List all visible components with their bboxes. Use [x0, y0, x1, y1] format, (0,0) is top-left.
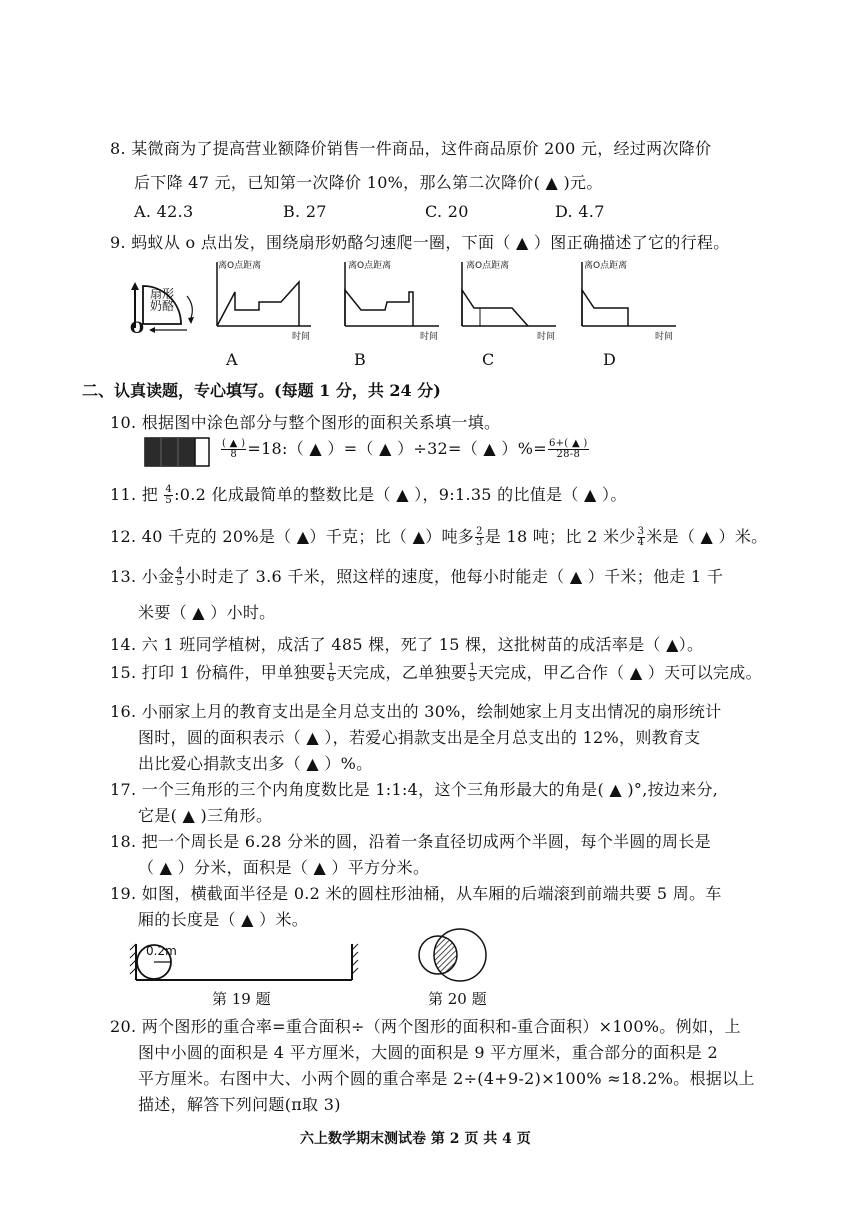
q10-middle: =18:（ ▲ ）=（ ▲ ）÷32=（ ▲ ）%=: [247, 439, 547, 458]
graph-b-label: B: [354, 350, 367, 369]
q15-fraction-1: $\frac{1}{6}$: [327, 662, 335, 684]
cheese-label: 扇形奶酪: [150, 287, 175, 313]
graph-d-label: D: [603, 350, 617, 369]
q16-line1: 16. 小丽家上月的教育支出是全月总支出的 30%，绘制她家上月支出情况的扇形统计: [110, 702, 722, 721]
q11-fraction: $\frac{4}{5}$: [165, 484, 173, 506]
q9-text: 9. 蚂蚁从 o 点出发，围绕扇形奶酪匀速爬一圈，下面（ ▲ ）图正确描述了它的行程。: [110, 233, 730, 252]
q17-line1: 17. 一个三角形的三个内角度数比是 1:1:4，这个三角形最大的角是( ▲ )°,按边来分,: [110, 780, 719, 799]
q8-option-a: A. 42.3: [134, 202, 194, 221]
q11-text: 11. 把 $\frac{4}{5}$ :0.2 化成最简单的整数比是（ ▲ ），9:1.35 的比值是（ ▲ ）。: [110, 484, 627, 506]
q16-line2: 图时，圆的面积表示（ ▲ ），若爱心捐款支出是全月总支出的 12%，则教育支: [138, 728, 701, 747]
graph-b: [343, 262, 443, 334]
q10-equation: [220, 436, 590, 460]
q13-line2: 米要（ ▲ ）小时。: [138, 603, 276, 622]
graph-d-xlabel: 时间: [655, 332, 674, 342]
q19-line1: 19. 如图，横截面半径是 0.2 米的圆柱形油桶，从车厢的后端滚到前端共要 5 周。车: [110, 884, 722, 903]
q18-line2: （ ▲ ）分米，面积是（ ▲ ）平方分米。: [138, 858, 430, 877]
graph-c: [460, 262, 560, 334]
graph-d-ylabel: 离O点距离: [584, 261, 628, 271]
q8-line2: 后下降 47 元，已知第一次降价 10%，那么第二次降价( ▲ )元。: [134, 173, 603, 192]
graph-a-ylabel: 离O点距离: [218, 261, 262, 271]
q10-fraction-1: $\frac{( ▲ )}{8}$: [222, 438, 246, 460]
graph-c-xlabel: 时间: [537, 332, 556, 342]
q20-line4: 描述，解答下列问题(π取 3): [138, 1095, 341, 1114]
q13-line1: 13. 小金 $\frac{4}{5}$ 小时走了 3.6 千米，照这样的速度，他每小时能走（ ▲ ）千米；他走 1 千: [110, 566, 724, 588]
figure-20-overlapping-circles: [410, 928, 492, 984]
q13-fraction: $\frac{4}{5}$: [176, 566, 184, 588]
graph-b-xlabel: 时间: [420, 332, 439, 342]
q14-text: 14. 六 1 班同学植树，成活了 485 棵，死了 15 棵，这批树苗的成活率是（ ▲）。: [110, 635, 704, 654]
q19-line2: 厢的长度是（ ▲ ）米。: [138, 910, 309, 929]
graph-d: [580, 262, 680, 334]
graph-a-label: A: [226, 350, 238, 369]
q8-option-b: B. 27: [283, 202, 327, 221]
q20-line2: 图中小圆的面积是 4 平方厘米，大圆的面积是 9 平方厘米，重合部分的面积是 2: [138, 1043, 718, 1062]
page-footer: 六上数学期末测试卷 第 2 页 共 4 页: [300, 1131, 531, 1147]
q10-fraction-2: $\frac{6+( ▲ )}{28-8}$: [548, 438, 588, 460]
q20-line1: 20. 两个图形的重合率=重合面积÷（两个图形的面积和-重合面积）×100%。例如，上: [110, 1017, 741, 1036]
q10-shaded-figure: [145, 438, 213, 468]
q18-line1: 18. 把一个周长是 6.28 分米的圆，沿着一条直径切成两个半圆，每个半圆的周长是: [110, 832, 711, 851]
q20-line3: 平方厘米。右图中大、小两个圆的重合率是 2÷(4+9-2)×100% ≈18.2%。根据以上: [138, 1069, 755, 1088]
q12-text: 12. 40 千克的 20%是（ ▲）千克；比（ ▲）吨多 $\frac{2}{3}$ 是 18 吨；比 2 米少 $\frac{3}{4}$ 米是（ ▲ ）米。: [110, 526, 768, 548]
section-2-heading: 二、认真读题，专心填写。(每题 1 分，共 24 分): [82, 381, 441, 400]
graph-b-ylabel: 离O点距离: [348, 261, 392, 271]
origin-label: O: [130, 318, 144, 337]
graph-a: [215, 262, 315, 334]
q8-line1: 8. 某微商为了提高营业额降价销售一件商品，这件商品原价 200 元，经过两次降价: [110, 139, 712, 158]
q8-option-d: D. 4.7: [555, 202, 605, 221]
q10-text: 10. 根据图中涂色部分与整个图形的面积关系填一填。: [110, 413, 501, 432]
q15-fraction-2: $\frac{1}{5}$: [469, 662, 476, 684]
q16-line3: 出比爱心捐款支出多（ ▲ ）%。: [138, 754, 373, 773]
q12-fraction-1: $\frac{2}{3}$: [476, 526, 483, 548]
q8-option-c: C. 20: [425, 202, 469, 221]
q17-line2: 它是( ▲ )三角形。: [138, 806, 273, 825]
figure-19-radius-label: 0.2m: [146, 944, 177, 958]
graph-c-ylabel: 离O点距离: [466, 261, 510, 271]
graph-c-label: C: [482, 350, 495, 369]
graph-a-xlabel: 时间: [292, 332, 311, 342]
q15-text: 15. 打印 1 份稿件，甲单独要 $\frac{1}{6}$ 天完成，乙单独要 $\frac{1}{5}$ 天完成，甲乙合作（ ▲ ）天可以完成。: [110, 662, 762, 684]
figure-20-caption: 第 20 题: [428, 990, 487, 1008]
q12-fraction-2: $\frac{3}{4}$: [637, 526, 645, 548]
figure-19-caption: 第 19 题: [212, 990, 271, 1008]
